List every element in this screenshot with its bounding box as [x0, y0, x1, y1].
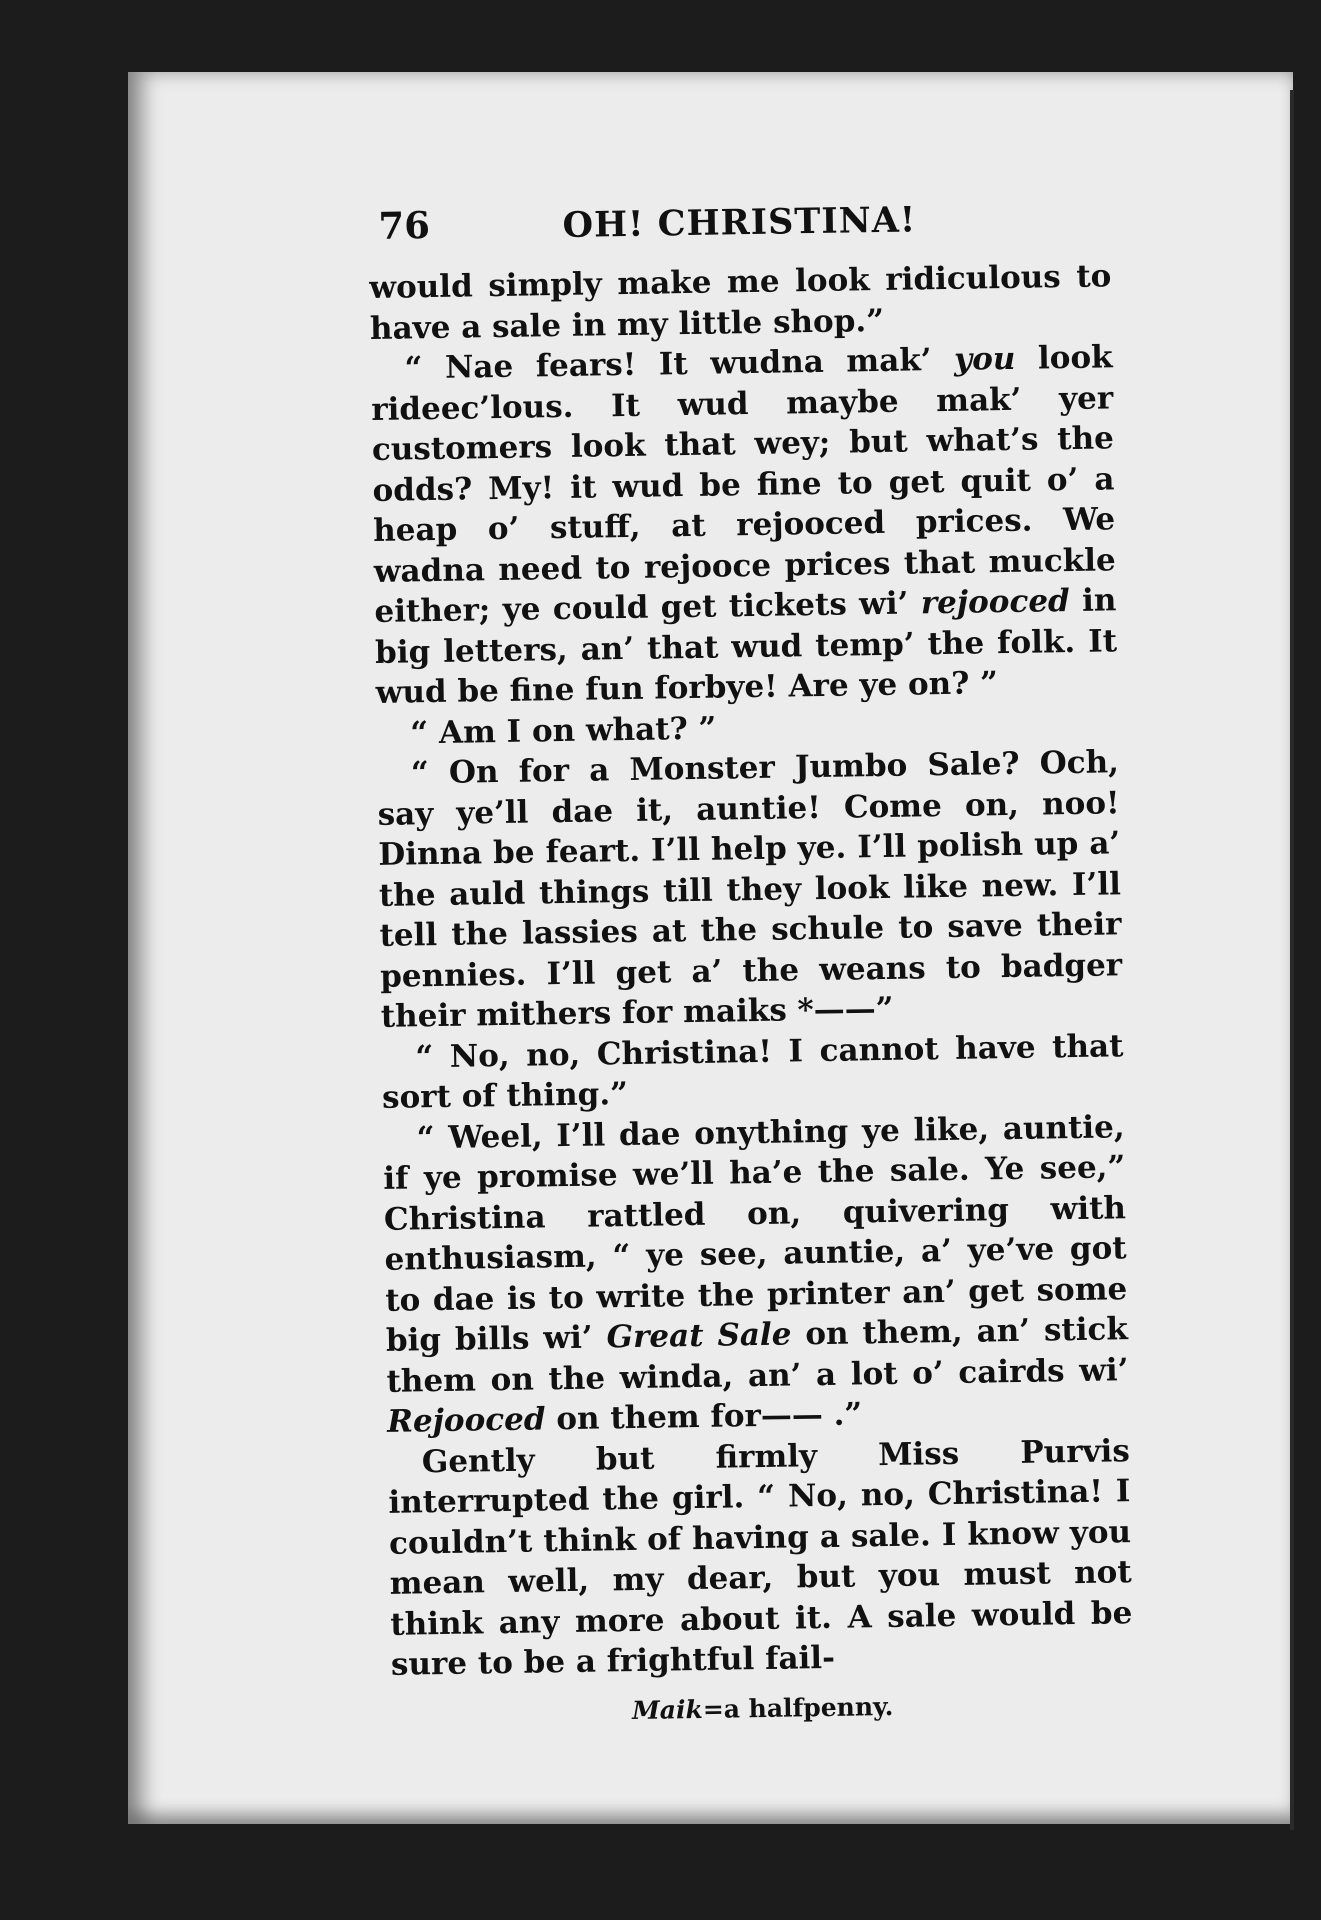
paragraph [382, 1107, 1129, 1443]
italic-text: rejooced [920, 583, 1070, 622]
body-text [369, 256, 1133, 1685]
italic-text: you [953, 340, 1016, 378]
footnote-definition: =a halfpenny. [702, 1691, 894, 1724]
page-text-block [368, 188, 1134, 1728]
text-run: in big letters, an’ that wud temp’ the folk. It wud be fine fun forbye! Are ye on? ” [374, 582, 1118, 711]
text-run: on them, an’ stick them on the winda, an’ a lot o’ cairds wi’ [386, 1311, 1129, 1400]
text-run: Gently but firmly Miss Purvis interrupted the girl. “ No, no, Christina! I couldn’t think of having a sale. I know you mean well, my dear, but you must not think any more about it. A sale would be sure to be a frightful fail- [388, 1432, 1133, 1683]
footnote-term: Maik [631, 1694, 704, 1725]
book-title: OH! CHRISTINA! [562, 199, 917, 246]
text-run: “ Am I on what? ” [410, 710, 717, 751]
italic-text: Rejooced [386, 1401, 546, 1440]
paragraph [377, 742, 1123, 1037]
text-run: “ Nae fears! It wudna mak’ [404, 341, 955, 387]
text-run: on them for—— .” [545, 1396, 863, 1438]
page-number: 76 [378, 203, 431, 248]
italic-text: Great Sale [606, 1316, 792, 1356]
text-run: “ On for a Monster Jumbo Sale? Och, say ye’ll dae it, auntie! Come on, noo! Dinna be feart. I’ll help ye. I’ll polish up a’ the auld things till they look like new. I’ll tell the lassies at the schule to save their pennies. I’ll get a’ the weans to badger their mithers for maiks *——” [377, 744, 1123, 1035]
paragraph [369, 256, 1112, 349]
paragraph [370, 337, 1118, 713]
text-run: “ No, no, Christina! I cannot have that sort of thing.” [381, 1027, 1124, 1116]
text-run: would simply make me look ridiculous to have a sale in my little shop.” [369, 258, 1112, 347]
text-run: look rideec’lous. It wud maybe mak’ yer customers look that wey; but what’s the odds? My! it wud be fine to get quit o’ a heap o’ stuff, at rejooced prices. We wadna need to rejooce prices that muckle either; ye could get tickets wi’ [371, 339, 1117, 630]
paragraph [381, 1026, 1124, 1119]
text-run: “ Weel, I’ll dae onything ye like, auntie, if ye promise we’ll ha’e the sale. Ye see,” Christina rattled on, quivering with enthusiasm, “ ye see, auntie, a’ ye’ve got to dae is to write the printer an’ get some big bills wi’ [383, 1108, 1128, 1359]
paragraph [388, 1431, 1134, 1686]
running-head [368, 188, 1111, 258]
page-gutter-edge [1290, 90, 1294, 1830]
